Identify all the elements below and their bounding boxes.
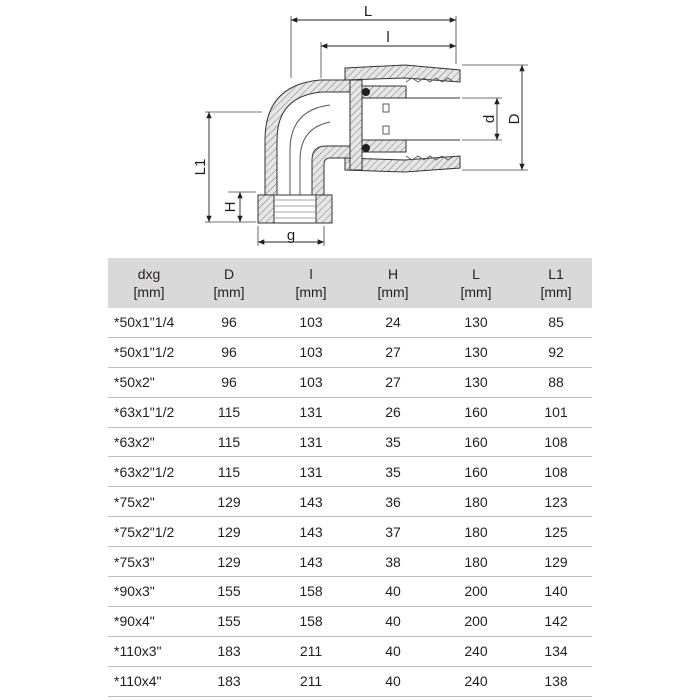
- table-cell: 103: [268, 367, 354, 397]
- dim-l-label: l: [386, 29, 390, 46]
- compression-nut: [345, 65, 460, 172]
- column-header-name: L: [472, 266, 480, 282]
- table-cell: 130: [432, 308, 520, 337]
- column-header-unit: [mm]: [377, 284, 409, 300]
- table-cell: 180: [432, 487, 520, 517]
- table-cell: 35: [354, 427, 432, 457]
- column-header-unit: [mm]: [540, 284, 572, 300]
- table-cell: 140: [520, 577, 592, 607]
- table-row: [108, 397, 592, 427]
- table-cell: 143: [268, 487, 354, 517]
- dim-L-label: L: [363, 3, 373, 20]
- column-header-unit: [mm]: [213, 284, 245, 300]
- table-cell: 40: [354, 606, 432, 636]
- dimensions-table: [108, 258, 592, 697]
- table-row: [108, 457, 592, 487]
- table-cell: 115: [190, 427, 268, 457]
- table-cell: 240: [432, 636, 520, 666]
- table-cell: 129: [520, 547, 592, 577]
- table-cell: 131: [268, 397, 354, 427]
- table-cell: 115: [190, 397, 268, 427]
- table-cell: 134: [520, 636, 592, 666]
- table-row: [108, 487, 592, 517]
- table-cell: 143: [268, 517, 354, 547]
- table-cell: *63x2": [108, 427, 190, 457]
- table-cell: 36: [354, 487, 432, 517]
- table-cell: 129: [190, 517, 268, 547]
- dim-D-label: D: [506, 113, 523, 125]
- table-cell: 240: [432, 666, 520, 696]
- threaded-socket: [258, 195, 332, 223]
- table-cell: 131: [268, 457, 354, 487]
- column-header-name: H: [387, 266, 399, 282]
- table-cell: 183: [190, 666, 268, 696]
- column-header-name: L1: [548, 266, 564, 282]
- table-cell: 85: [520, 308, 592, 337]
- column-header: [354, 258, 432, 308]
- table-cell: *63x2"1/2: [108, 457, 190, 487]
- table-cell: 131: [268, 427, 354, 457]
- table-cell: 108: [520, 427, 592, 457]
- table-cell: 24: [354, 308, 432, 337]
- table-row: [108, 577, 592, 607]
- table-header: [108, 258, 592, 308]
- table-cell: 158: [268, 577, 354, 607]
- table-cell: 35: [354, 457, 432, 487]
- table-cell: 155: [190, 606, 268, 636]
- table-cell: 96: [190, 337, 268, 367]
- table-cell: 92: [520, 337, 592, 367]
- table-cell: 180: [432, 547, 520, 577]
- table-cell: 200: [432, 577, 520, 607]
- table-cell: 115: [190, 457, 268, 487]
- table-cell: 158: [268, 606, 354, 636]
- column-header-unit: [mm]: [133, 284, 165, 300]
- column-header: [190, 258, 268, 308]
- table-cell: 37: [354, 517, 432, 547]
- table-cell: 26: [354, 397, 432, 427]
- column-header-unit: [mm]: [460, 284, 492, 300]
- column-header-name: l: [309, 266, 313, 282]
- table-cell: 138: [520, 666, 592, 696]
- dim-L1-label: L1: [192, 158, 209, 176]
- table-row: [108, 636, 592, 666]
- table-cell: 180: [432, 517, 520, 547]
- table-cell: 38: [354, 547, 432, 577]
- table-cell: 96: [190, 367, 268, 397]
- table-cell: *50x1"1/4: [108, 308, 190, 337]
- table-cell: 143: [268, 547, 354, 577]
- column-header-unit: [mm]: [295, 284, 327, 300]
- table-cell: 101: [520, 397, 592, 427]
- elbow-body: [265, 80, 350, 195]
- table-cell: *110x3": [108, 636, 190, 666]
- elbow-fitting-drawing: [180, 0, 540, 250]
- dim-H-label: H: [222, 201, 239, 213]
- table-cell: 200: [432, 606, 520, 636]
- table-cell: *75x2"1/2: [108, 517, 190, 547]
- table-cell: 211: [268, 636, 354, 666]
- dim-g-label: g: [286, 227, 296, 244]
- table-cell: 40: [354, 577, 432, 607]
- table-cell: 142: [520, 606, 592, 636]
- table-cell: *90x4": [108, 606, 190, 636]
- table-row: [108, 308, 592, 337]
- table-row: [108, 367, 592, 397]
- table-row: [108, 606, 592, 636]
- dim-d-label: d: [481, 114, 498, 124]
- table-cell: 40: [354, 636, 432, 666]
- table-row: [108, 547, 592, 577]
- table-cell: 88: [520, 367, 592, 397]
- table-cell: 40: [354, 666, 432, 696]
- table-cell: 130: [432, 367, 520, 397]
- table-cell: 27: [354, 337, 432, 367]
- table-cell: 108: [520, 457, 592, 487]
- table-cell: 129: [190, 487, 268, 517]
- table-cell: 103: [268, 337, 354, 367]
- column-header-name: D: [223, 266, 235, 282]
- table-cell: 160: [432, 427, 520, 457]
- table-cell: 125: [520, 517, 592, 547]
- table-body: [108, 308, 592, 696]
- table-row: [108, 666, 592, 696]
- table-cell: 123: [520, 487, 592, 517]
- table-cell: *110x4": [108, 666, 190, 696]
- table-cell: 129: [190, 547, 268, 577]
- table-cell: 96: [190, 308, 268, 337]
- table-cell: *50x2": [108, 367, 190, 397]
- table-row: [108, 517, 592, 547]
- column-header: [432, 258, 520, 308]
- table-cell: *75x3": [108, 547, 190, 577]
- table-cell: 160: [432, 457, 520, 487]
- table-cell: *75x2": [108, 487, 190, 517]
- table-cell: 183: [190, 636, 268, 666]
- table-cell: *90x3": [108, 577, 190, 607]
- column-header-name: dxg: [137, 266, 161, 282]
- table-cell: 160: [432, 397, 520, 427]
- table-cell: *50x1"1/2: [108, 337, 190, 367]
- table-row: [108, 427, 592, 457]
- table-cell: 211: [268, 666, 354, 696]
- column-header: [108, 258, 190, 308]
- table-cell: 155: [190, 577, 268, 607]
- table-row: [108, 337, 592, 367]
- table-cell: 27: [354, 367, 432, 397]
- table-cell: 103: [268, 308, 354, 337]
- table-cell: 130: [432, 337, 520, 367]
- table-cell: *63x1"1/2: [108, 397, 190, 427]
- column-header: [268, 258, 354, 308]
- column-header: [520, 258, 592, 308]
